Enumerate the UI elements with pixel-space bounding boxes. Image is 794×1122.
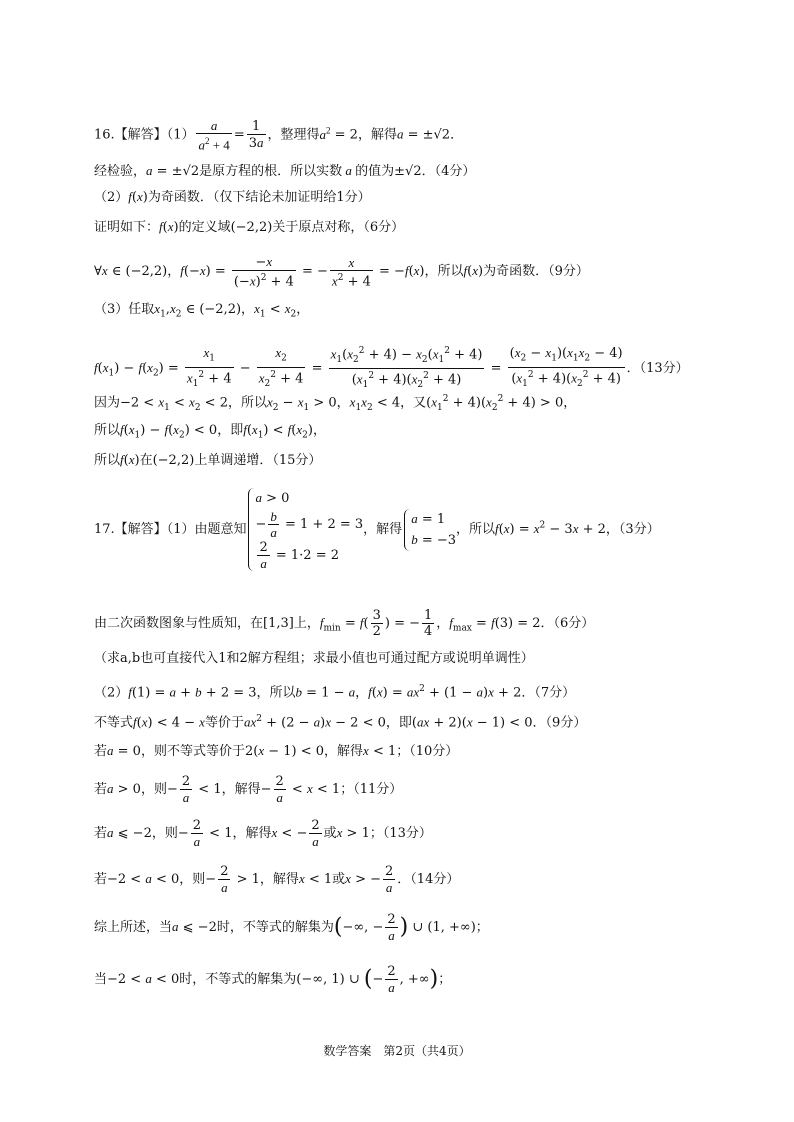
fraction: $\frac{x_1}{x_1^2 + 4}$ [186, 345, 232, 389]
p17-label: 17.【解答】 [94, 522, 167, 537]
fraction: $\frac{x_1(x_2^2 + 4) - x_2(x_1^2 + 4)}{(x_1^2 + 4)(x_2^2 + 4)}$ [330, 346, 483, 390]
p17-line-1: 17.【解答】（1）由题意知 a > 0 − $\frac{b}{a}$ = 1 + 2 = 3 $\frac{2}{a}$ = 1·2 = 2 ，解得 a = 1 b = −3 ，所以$f(x) = x^2 - 3x + 2$，（3分） [94, 490, 660, 571]
p17-line-9: 若−2 < a < 0，则− $\frac{2}{a}$ > 1，解得x < 1或x > − $\frac{2}{a}$ ．（14分） [94, 864, 460, 895]
fraction: $\frac{1}{3a}$ [248, 119, 264, 152]
fraction: $\frac{a}{a^2 + 4}$ [198, 118, 230, 153]
p16-line-9: 所以$f(x_1) - f(x_2) < 0$，即$f(x_1) < f(x_2)$， [94, 422, 326, 441]
p17-line-6: 若a = 0，则不等式等价于2(x − 1) < 0，解得x < 1；（10分） [94, 743, 459, 759]
p16-line-5: ∀x ∈ (−2,2)，f(−x) = $\frac{-x}{(-x)^2 + 4}$ = − $\frac{x}{x^2 + 4}$ = −f(x)，所以f(x)为奇函数．（9分） [94, 254, 589, 290]
p17-line-5: 不等式f(x) < 4 − x等价于$ax^2 + (2 - a)x - 2 < 0$，即(ax + 2)(x − 1) < 0．（9分） [94, 714, 587, 731]
p17-line-4: （2）f(1) = a + b + 2 = 3，所以b = 1 − a，$f(x) = ax^2 + (1 - a)x + 2$．（7分） [94, 684, 576, 701]
system-of-equations: a > 0 − $\frac{b}{a}$ = 1 + 2 = 3 $\frac{2}{a}$ = 1·2 = 2 [248, 488, 363, 571]
p16-line-8: 因为$-2 < x_1 < x_2 < 2$，所以$x_2 - x_1 > 0$，$x_1x_2 < 4$，又$(x_1^2 + 4)(x_2^2 + 4) > 0$， [94, 394, 577, 413]
p16-line-3: （2）f(x)为奇函数．（仅下结论未加证明给1分） [94, 189, 371, 205]
p16-line-6: （3）任取$x_1,x_2$ ∈ (−2,2)，$x_1 < x_2$， [94, 301, 310, 320]
p17-line-3: （求a,b也可直接代入1和2解方程组；求最小值也可通过配方或说明单调性） [94, 651, 534, 666]
page-footer: 数学答案 第2页（共4页） [323, 1044, 471, 1058]
fraction: $\frac{x_2}{x_2^2 + 4}$ [258, 345, 304, 389]
p17-line-7: 若a > 0，则− $\frac{2}{a}$ < 1，解得− $\frac{2}{a}$ < x < 1；（11分） [94, 774, 403, 805]
p16-line-2: 经检验，a = ±√2是原方程的根．所以实数 a 的值为±√2．（4分） [94, 163, 476, 179]
p16-line-10: 所以f(x)在(−2,2)上单调递增．（15分） [94, 452, 322, 468]
fraction: $\frac{(x_2 - x_1)(x_1x_2 - 4)}{(x_1^2 + 4)(x_2^2 + 4)}$ [509, 345, 623, 389]
solution-system: a = 1 b = −3 [404, 509, 456, 551]
p16-line-4: 证明如下：f(x)的定义域(−2,2)关于原点对称，（6分） [94, 219, 405, 235]
p16-label: 16.【解答】 [94, 127, 167, 143]
fraction: $\frac{x}{x^2 + 4}$ [331, 254, 371, 289]
p16-line-1: 16.【解答】（1） $\frac{a}{a^2 + 4}$ = $\frac{1}{3a}$ ，整理得$a^2 = 2$，解得a = ±√2． [94, 118, 464, 153]
p17-line-8: 若a ⩽ −2，则− $\frac{2}{a}$ < 1，解得x < − $\frac{2}{a}$ 或x > 1；（13分） [94, 818, 432, 849]
fraction: $\frac{-x}{(-x)^2 + 4}$ [233, 254, 294, 290]
p17-line-11: 当−2 < a < 0时，不等式的解集为(−∞, 1) ∪ (− $\frac{2}{a}$ , +∞)； [94, 964, 452, 995]
p17-line-2: 由二次函数图象与性质知，在[1,3]上，$f_{min} = f$( $\frac{3}{2}$ ) = − $\frac{1}{4}$ ，$f_{max} = f(3) = 2$．（6分） [94, 608, 595, 639]
p16-line-7: $f(x_1) - f(x_2)$ = $\frac{x_1}{x_1^2 + 4}$ − $\frac{x_2}{x_2^2 + 4}$ = $\frac{x_1(x_2^2 + 4) - x_2(x_1^2 + 4)}{(x_1^2 + 4)(x_2^2 + 4)}$ = $\frac{(x_2 - x_1)(x_1x_2 - 4)}{(x_1^2 + 4)(x_2^2 + 4)}$ ．（13分） [94, 344, 689, 393]
p17-line-10: 综上所述，当a ⩽ −2时，不等式的解集为(−∞, − $\frac{2}{a}$ ) ∪ (1, +∞)； [94, 912, 489, 943]
